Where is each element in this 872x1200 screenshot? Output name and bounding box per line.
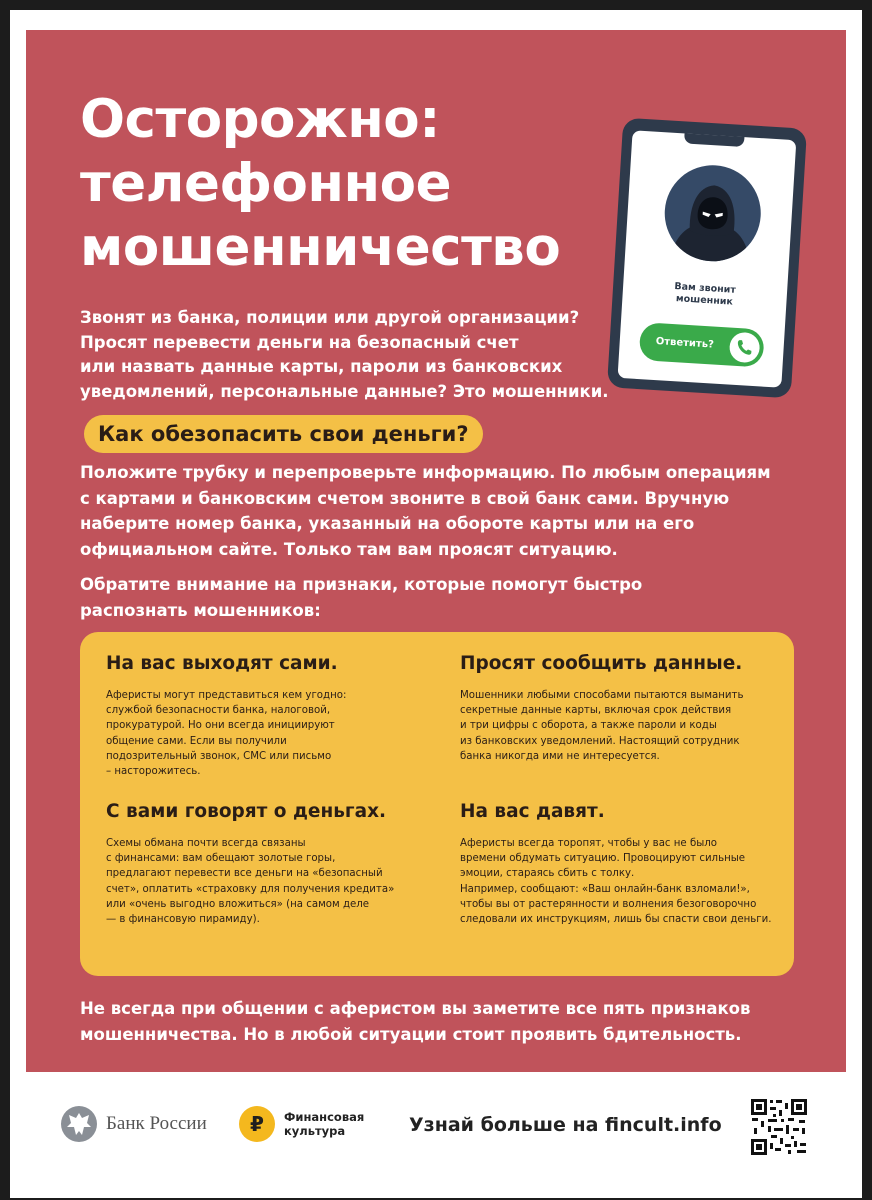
signs-panel (80, 632, 794, 976)
sign-line: следовали их инструкциям, лишь бы спасти свои деньги. (460, 914, 772, 926)
sign-card (460, 652, 780, 764)
financial-culture-logo (238, 1105, 374, 1143)
sign-line: службой безопасности банка, налоговой, (106, 705, 331, 717)
sign-line: предлагают перевести все деньги на «безопасный (106, 868, 383, 880)
fin-line: Финансовая (284, 1110, 365, 1124)
phone-handset-icon (729, 332, 761, 364)
poster-title (80, 88, 560, 280)
sign-text (106, 836, 426, 927)
poster (26, 30, 846, 1072)
sign-line: общение сами. Если вы получили (106, 735, 287, 747)
intro-line: Звонят из банка, полиции или другой организации? (80, 308, 580, 327)
sign-text (106, 688, 426, 779)
sign-line: Мошенники любыми способами пытаются выманить (460, 690, 744, 701)
sign-card (106, 652, 426, 779)
how-to-heading: Как обезопасить свои деньги? (84, 415, 483, 453)
ruble-symbol: ₽ (250, 1112, 264, 1136)
phone-illustration (607, 118, 807, 399)
intro-line: Просят перевести деньги на безопасный счет (80, 332, 519, 352)
sign-line: подозрительный звонок, СМС или письмо (106, 750, 332, 762)
bank-of-russia-logo (60, 1105, 207, 1143)
title-line: телефонное (80, 153, 452, 214)
sign-line: банка никогда ими не интересуется. (460, 750, 660, 762)
caller-label (622, 278, 787, 312)
sign-line: и три цифры с оборота, а также пароли и коды (460, 720, 717, 732)
crop-mark (10, 10, 50, 28)
intro-text (80, 306, 620, 404)
sign-title: Просят сообщить данные. (460, 653, 743, 674)
advice-line: с картами и банковским счетом звоните в свой банк сами. Вручную (80, 488, 730, 508)
signs-intro (80, 572, 680, 623)
sign-title: На вас выходят сами. (106, 653, 338, 674)
sign-line: чтобы вы от растерянности и волнения безоговорочно (460, 898, 757, 910)
sign-line: Схемы обмана почти всегда связаны (106, 838, 306, 849)
sign-line: с финансами: вам обещают золотые горы, (106, 853, 336, 865)
advice-line: Положите трубку и перепроверьте информацию. По любым операциям (80, 463, 771, 482)
sign-line: счет», оплатить «страховку для получения кредита» (106, 883, 395, 895)
sign-line: Аферисты могут представиться кем угодно: (106, 690, 347, 701)
intro-line: уведомлений, персональные данные? Это мошенники. (80, 381, 609, 401)
sign-title: С вами говорят о деньгах. (106, 801, 387, 822)
closing-line: мошенничества. Но в любой ситуации стоит проявить бдительность. (80, 1025, 742, 1044)
signs-intro-line: Обратите внимание на признаки, которые помогут быстро (80, 575, 643, 594)
advice-line: официальном сайте. Только там вам проясят ситуацию. (80, 539, 618, 559)
sign-line: – насторожитесь. (106, 766, 201, 778)
sign-line: времени обдумать ситуацию. Провоцируют сильные (460, 853, 746, 865)
advice-line: наберите номер банка, указанный на обороте карты или на его (80, 514, 695, 533)
closing-line: Не всегда при общении с аферистом вы заметите все пять признаков (80, 999, 751, 1018)
advice-text (80, 460, 800, 562)
bank-name: Банк России (106, 1113, 207, 1134)
sign-line: — в финансовую пирамиду). (106, 914, 260, 926)
ruble-coin-icon (238, 1105, 276, 1143)
sign-line: секретные данные карты, включая срок действия (460, 705, 732, 717)
intro-line: или назвать данные карты, пароли из банковских (80, 357, 563, 376)
caller-line: Вам звонит (674, 281, 737, 296)
phone-screen (618, 130, 797, 388)
fincult-cta: Узнай больше на fincult.info (409, 1114, 722, 1136)
qr-code-icon (750, 1098, 808, 1156)
phone-notch (684, 133, 744, 147)
sign-card (106, 800, 426, 927)
closing-text (80, 996, 800, 1048)
sign-line: эмоции, стараясь сбить с толку. (460, 868, 635, 880)
fin-line: культура (284, 1124, 346, 1138)
caller-line: мошенник (675, 293, 734, 308)
title-line: мошенничество (80, 217, 561, 278)
sign-text (460, 688, 780, 764)
sign-text (460, 836, 780, 927)
sign-line: прокуратурой. Но они всегда инициируют (106, 720, 335, 732)
sign-title: На вас давят. (460, 801, 605, 822)
sign-line: Например, сообщают: «Ваш онлайн-банк взломали!», (460, 883, 750, 895)
sign-card (460, 800, 780, 927)
double-eagle-icon (60, 1105, 98, 1143)
fin-label (284, 1110, 374, 1138)
sign-line: из банковских уведомлений. Настоящий сотрудник (460, 735, 740, 747)
answer-button (639, 322, 765, 367)
title-line: Осторожно: (80, 89, 440, 150)
signs-intro-line: распознать мошенников: (80, 600, 321, 620)
sign-line: или «очень выгодно вложиться» (на самом деле (106, 898, 370, 910)
answer-label: Ответить? (655, 336, 715, 351)
hooded-fraudster-icon (662, 162, 764, 264)
sign-line: Аферисты всегда торопят, чтобы у вас не было (460, 838, 718, 849)
